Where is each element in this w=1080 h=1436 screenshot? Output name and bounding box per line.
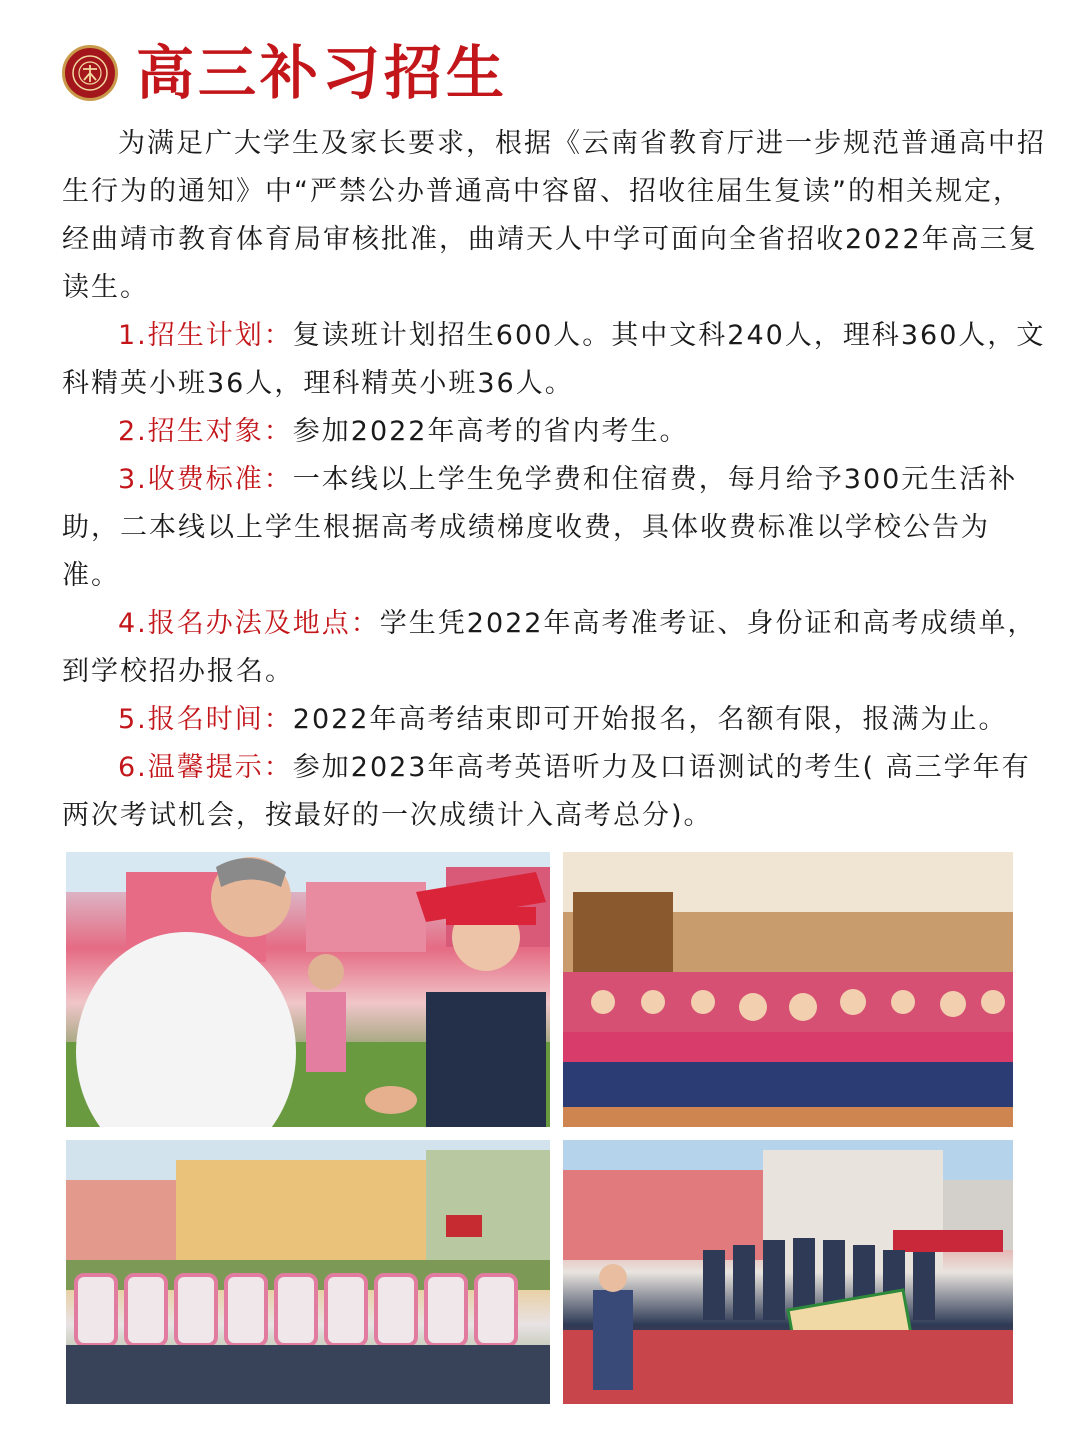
item-fees — [62, 456, 1047, 600]
item-text: 参加2022年高考的省内考生。 — [292, 416, 689, 447]
photo-handshake-ceremony — [66, 852, 550, 1127]
item-label: 3.收费标准： — [118, 464, 293, 495]
photo-illustration — [563, 1140, 1013, 1404]
school-logo — [62, 45, 118, 101]
photo-parade — [66, 1140, 550, 1404]
article-body — [62, 120, 1047, 840]
item-label: 6.温馨提示： — [118, 752, 293, 783]
photo-auditorium-salute — [563, 852, 1013, 1127]
item-registration — [62, 600, 1047, 696]
intro-paragraph: 为满足广大学生及家长要求，根据《云南省教育厅进一步规范普通高中招生行为的通知》中“严禁公办普通高中容留、招收往届生复读”的相关规定，经曲靖市教育体育局审核批准，曲靖天人中学可面向全省招收2022年高三复读生。 — [62, 128, 1046, 303]
photo-illustration — [66, 1140, 550, 1404]
item-text: 学生凭2022年高考准考证、身份证和高考成绩单，到学校招办报名。 — [62, 608, 1037, 687]
item-tips — [62, 744, 1047, 840]
item-label: 2.招生对象： — [118, 416, 293, 447]
item-text: 一本线以上学生免学费和住宿费，每月给予300元生活补助，二本线以上学生根据高考成绩梯度收费，具体收费标准以学校公告为准。 — [62, 464, 1018, 591]
item-label: 4.报名办法及地点： — [118, 608, 380, 639]
item-plan — [62, 312, 1047, 408]
photo-champion-ceremony — [563, 1140, 1013, 1404]
item-text: 参加2023年高考英语听力及口语测试的考生( 高三学年有两次考试机会，按最好的一次成绩计入高考总分)。 — [62, 752, 1031, 831]
item-label: 5.报名时间： — [118, 704, 293, 735]
item-text: 2022年高考结束即可开始报名，名额有限，报满为止。 — [292, 704, 1008, 735]
header — [62, 38, 508, 108]
page-title: 高三补习招生 — [136, 39, 509, 107]
photo-illustration — [563, 852, 1013, 1127]
item-text: 复读班计划招生600人。其中文科240人，理科360人，文科精英小班36人，理科精英小班36人。 — [62, 320, 1046, 399]
item-time — [62, 696, 1047, 744]
item-label: 1.招生计划： — [118, 320, 293, 351]
item-target — [62, 408, 1047, 456]
photo-illustration — [66, 852, 550, 1127]
school-seal-icon — [70, 53, 110, 93]
